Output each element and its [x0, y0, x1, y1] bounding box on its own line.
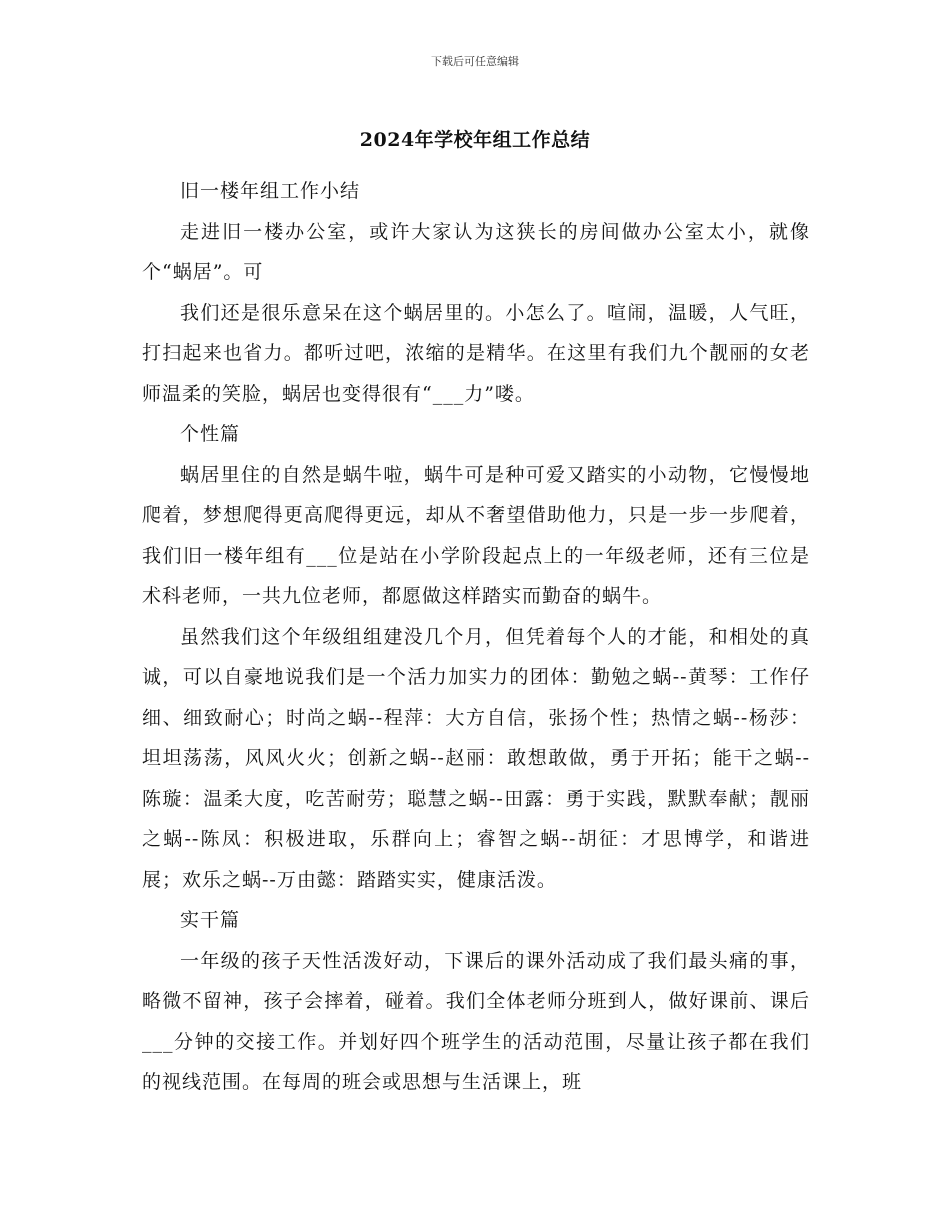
paragraph: 实干篇: [180, 909, 241, 931]
page-header-note: 下载后可任意编辑: [431, 55, 519, 68]
paragraph: 旧一楼年组工作小结: [180, 180, 361, 202]
document-body: [142, 171, 810, 1103]
paragraph: 蜗居里住的自然是蜗牛啦，蜗牛可是种可爱又踏实的小动物，它慢慢地爬着，梦想爬得更高爬得更远，却从不奢望借助他力，只是一步一步爬着，我们旧一楼年组有___位是站在小学阶段起点上的一年级老师，还有三位是术科老师，一共九位老师，都愿做这样踏实而勤奋的蜗牛。: [142, 463, 810, 607]
paragraph: 一年级的孩子天性活泼好动，下课后的课外活动成了我们最头痛的事，略微不留神，孩子会摔着，碰着。我们全体老师分班到人，做好课前、课后___分钟的交接工作。并划好四个班学生的活动范围，尽量让孩子都在我们的视线范围。在每周的班会或思想与生活课上，班: [142, 949, 810, 1093]
paragraph: 我们还是很乐意呆在这个蜗居里的。小怎么了。喧闹，温暖，人气旺，打扫起来也省力。都听过吧，浓缩的是精华。在这里有我们九个靓丽的女老师温柔的笑脸，蜗居也变得很有“___力”喽。: [142, 301, 810, 405]
document-title: 2024年学校年组工作总结: [359, 129, 591, 151]
paragraph: 走进旧一楼办公室，或许大家认为这狭长的房间做办公室太小，就像个“蜗居”。可: [142, 220, 810, 283]
paragraph: 虽然我们这个年级组组建没几个月，但凭着每个人的才能，和相处的真诚，可以自豪地说我们是一个活力加实力的团体：勤勉之蜗--黄琴：工作仔细、细致耐心；时尚之蜗--程萍：大方自信，张扬个性；热情之蜗--杨莎：坦坦荡荡，风风火火；创新之蜗--赵丽：敢想敢做，勇于开拓；能干之蜗--陈璇：温柔大度，吃苦耐劳；聪慧之蜗--田露：勇于实践，默默奉献；靓丽之蜗--陈凤：积极进取，乐群向上；睿智之蜗--胡征：才思博学，和谐进展；欢乐之蜗--万由懿：踏踏实实，健康活泼。: [142, 625, 810, 891]
paragraph: 个性篇: [180, 423, 241, 445]
